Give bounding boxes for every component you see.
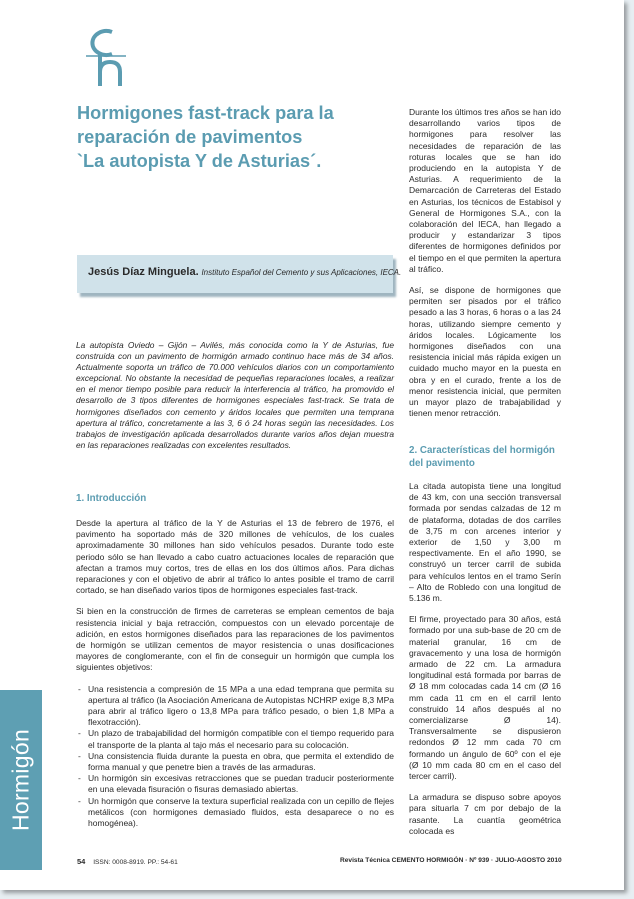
title-line: reparación de pavimentos xyxy=(77,127,303,147)
article-title xyxy=(77,101,377,173)
issn: ISSN: 0008-8919. PP.: 54-61 xyxy=(93,859,178,866)
title-line: `La autopista Y de Asturias´. xyxy=(77,151,322,171)
section-sidebar xyxy=(0,690,42,870)
paragraph: Durante los últimos tres años se han ido desarrollando varios tipos de hormigones para resolver las necesidades de reparación de las roturas locales que se han ido produciendo en la autopista Y de Asturias. A requerimiento de la Demarcación de Carreteras del Estado en Asturias, los técnicos de Estabisol y General de Hormigones S.A., con la colaboración del IECA, han llegado a producir y estandarizar 3 tipos diferentes de hormigones definidos por el tiempo en el que permiten la apertura al tráfico. xyxy=(409,107,561,274)
left-body xyxy=(76,518,394,829)
footer-journal: Revista Técnica CEMENTO HORMIGÓN · Nº 939 · JULIO-AGOSTO 2010 xyxy=(340,857,562,864)
title-line: Hormigones fast-track para la xyxy=(77,103,334,123)
paragraph: El firme, proyectado para 30 años, está formado por una sub-base de 20 cm de material granular, 16 cm de gravacemento y una losa de hormigón armado de 22 cm. La armadura longitudinal está formada por barras de Ø 18 mm colocadas cada 14 cm (Ø 16 mm cada 11 cm en el carril lento construido 14 años después al no comercializarse Ø 14). Transversalmente se dispusieron redondos Ø 12 mm cada 70 cm formando un ángulo de 60º con el eje (Ø 10 mm cada 80 cm en el caso del tercer carril). xyxy=(409,614,561,782)
author-box xyxy=(77,255,402,293)
list-item: - Un plazo de trabajabilidad del hormigón compatible con el tiempo requerido para el transporte de la planta al tajo más el necesario para su colocación. xyxy=(76,728,394,750)
section-heading: 1. Introducción xyxy=(76,493,147,504)
paragraph: Desde la apertura al tráfico de la Y de Asturias el 13 de febrero de 1976, el pavimento ha soportado más de 320 millones de vehículos, de los cuales aproximadamente 30 millones han sido vehículos pesados. Durante todo este periodo sólo se han llevado a cabo cuatro actuaciones locales de reparación que afectan a tramos muy cortos, tres de ellas en los dos últimos años. Para dichas reparaciones y con el objetivo de abrir al tráfico lo antes posible el tramo de carril cortado, se han diseñado varios tipos de hormigones especiales fast-track. xyxy=(76,518,394,596)
author-affiliation: Instituto Español del Cemento y sus Aplicaciones, IECA. xyxy=(201,268,402,277)
hormigon-logo-icon xyxy=(82,26,130,88)
footer-left xyxy=(77,857,178,866)
paragraph: Así, se dispone de hormigones que permiten ser pisados por el tráfico pesado a las 3 horas, 6 horas o a las 24 horas, utilizando siempre cemento y áridos locales. Lógicamente los hormigones diseñados con una resistencia inicial más rápida exigen un cuidado mucho mayor en la puesta en obra y en el curado, frente a los de menor resistencia inicial, que permiten un mayor plazo de trabajabilidad y tienen menor retracción. xyxy=(409,285,561,419)
right-column-bottom xyxy=(409,481,561,847)
list-item: - Un hormigón sin excesivas retracciones que se puedan traducir posteriormente en una elevada fisuración o fisuras demasiado abiertas. xyxy=(76,773,394,795)
list-item: - Un hormigón que conserve la textura superficial realizada con un cepillo de flejes metálicos (con hormigones demasiado fluidos, esta desaparece o no es homogénea). xyxy=(76,796,394,830)
objectives-list xyxy=(76,684,394,830)
abstract: La autopista Oviedo – Gijón – Avilés, más conocida como la Y de Asturias, fue construida con un pavimento de hormigón armado continuo hace más de 34 años. Actualmente soporta un tráfico de 70.000 vehículos diarios con un comportamiento excepcional. No obstante la necesidad de pequeñas reparaciones locales, a realizar en el menor tiempo posible para reducir la interferencia al tráfico, ha promovido el desarrollo de 3 tipos diferentes de hormigones especiales fast-track. Se trata de hormigones diseñados con cemento y áridos locales que permiten una temprana apertura al tráfico, concretamente a las 3, 6 ó 24 horas según las necesidades. Los trabajos de investigación aplicada desarrollados durante varios años dejan muestra en las reparaciones realizadas con excelentes resultados. xyxy=(76,340,394,450)
author-line xyxy=(88,266,401,278)
section-heading: 2. Características del hormigón del pavimento xyxy=(409,445,555,469)
right-column-top xyxy=(409,107,561,429)
list-item: - Una resistencia a compresión de 15 MPa a una edad temprana que permita su apertura al tráfico (la Asociación Americana de Autopistas NCHRP exige 8,3 MPa para abrir al tráfico ligero o 13,8 MPa para tráfico pesado, o bien 1,8 MPa a flexotracción). xyxy=(76,684,394,729)
section-label: Hormigón xyxy=(7,728,34,832)
paragraph: La citada autopista tiene una longitud de 43 km, con una sección transversal formada por sendas calzadas de 12 m de plataforma, dotadas de dos carriles de 3,75 m con arcenes interior y exterior de 1,50 y 3,00 m respectivamente. En el año 1990, se construyó un tercer carril de subida para vehículos lentos en el tramo Serín – Alto de Robledo con una longitud de 5.136 m. xyxy=(409,481,561,604)
paragraph: Si bien en la construcción de firmes de carreteras se emplean cementos de baja resistencia inicial y baja retracción, compuestos con un elevado porcentaje de adición, en estos hormigones diseñados para las reparaciones de los pavimentos de hormigón se utilizan cementos de mayor resistencia o unas dosificaciones mayores de conglomerante, con el fin de conseguir un hormigón que cumpla los siguientes objetivos: xyxy=(76,606,394,673)
page-number: 54 xyxy=(77,857,86,866)
list-item: - Una consistencia fluida durante la puesta en obra, que permita el extendido de forma manual y que penetre bien a través de las armaduras. xyxy=(76,751,394,773)
paragraph: La armadura se dispuso sobre apoyos para situarla 7 cm por debajo de la rasante. La cuantía geométrica colocada es xyxy=(409,792,561,836)
author-name: Jesús Díaz Minguela. xyxy=(88,266,199,278)
